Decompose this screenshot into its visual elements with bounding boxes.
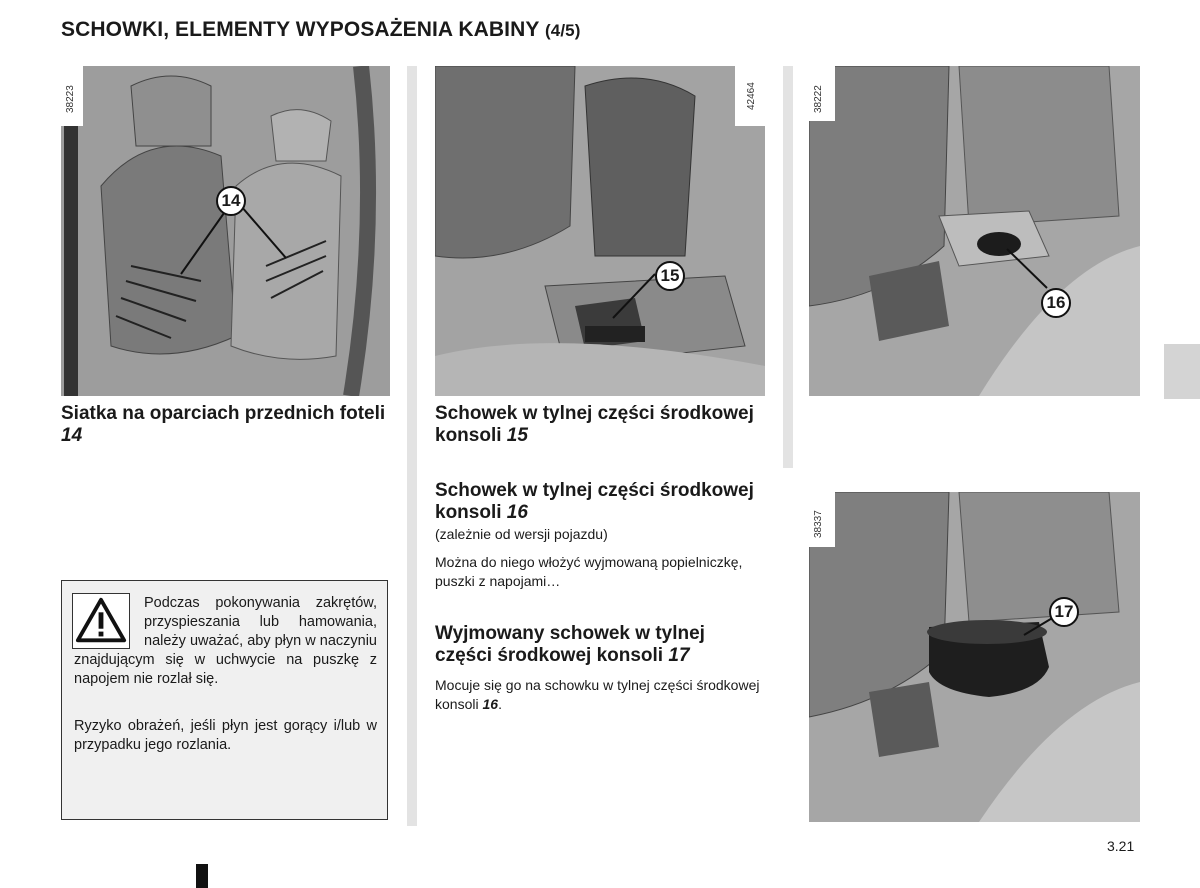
warning-paragraph-1 <box>74 594 377 689</box>
heading-ref-number: 14 <box>61 425 83 446</box>
warning-box <box>61 580 388 820</box>
heading-console-storage-16 <box>435 480 765 524</box>
figure-ref: 42464 <box>746 82 757 110</box>
heading-ref-number: 15 <box>506 425 528 446</box>
callout-16: 16 <box>1041 288 1071 318</box>
heading-seat-nets <box>61 403 391 447</box>
figure-console-cavity <box>809 66 1140 396</box>
callout-17: 17 <box>1049 597 1079 627</box>
callout-14: 14 <box>216 186 246 216</box>
page-title-part: (4/5) <box>545 21 581 40</box>
description-end: . <box>498 696 502 712</box>
figure-removable-tray <box>809 492 1140 822</box>
heading-text: Schowek w tylnej części środkowej konsoli <box>435 480 754 523</box>
description-text: Mocuje się go na schowku w tylnej części środkowej konsoli <box>435 677 760 712</box>
callout-15: 15 <box>655 261 685 291</box>
heading-console-storage-15 <box>435 403 765 447</box>
heading-text: Schowek w tylnej części środkowej konsoli <box>435 403 754 446</box>
heading-removable-storage-17 <box>435 623 765 667</box>
removable-storage-description <box>435 676 767 714</box>
figure-seat-nets <box>61 66 390 396</box>
icon-spacer <box>74 594 144 650</box>
warning-text-1: Podczas pokonywania zakrętów, przyspieszania lub hamowania, należy uważać, aby płyn w naczyniu znajdującym się w uchwycie na puszkę z napojem nie rozlał się. <box>74 595 377 687</box>
figure-ref: 38337 <box>813 510 824 538</box>
column-separator <box>407 66 417 826</box>
page-number: 3.21 <box>1107 838 1135 854</box>
page-edge-mark <box>196 864 208 888</box>
section-tab <box>1164 344 1200 399</box>
page-title <box>61 18 581 42</box>
heading-text: Wyjmowany schowek w tylnej części środkowej konsoli <box>435 623 705 666</box>
heading-text: Siatka na oparciach przednich foteli <box>61 403 386 424</box>
version-note: (zależnie od wersji pojazdu) <box>435 526 608 542</box>
figure-rear-console <box>435 66 765 396</box>
warning-paragraph-2: Ryzyko obrażeń, jeśli płyn jest gorący i/lub w przypadku jego rozlania. <box>74 718 377 753</box>
console-16-description: Można do niego włożyć wyjmowaną popielniczkę, puszki z napojami… <box>435 554 743 589</box>
page-title-text: SCHOWKI, ELEMENTY WYPOSAŻENIA KABINY <box>61 18 540 41</box>
column-separator <box>783 66 793 468</box>
figure-ref: 38222 <box>813 85 824 113</box>
description-ref-number: 16 <box>482 696 499 712</box>
heading-ref-number: 16 <box>506 502 528 523</box>
figure-ref: 38223 <box>65 85 76 113</box>
heading-ref-number: 17 <box>668 645 690 666</box>
